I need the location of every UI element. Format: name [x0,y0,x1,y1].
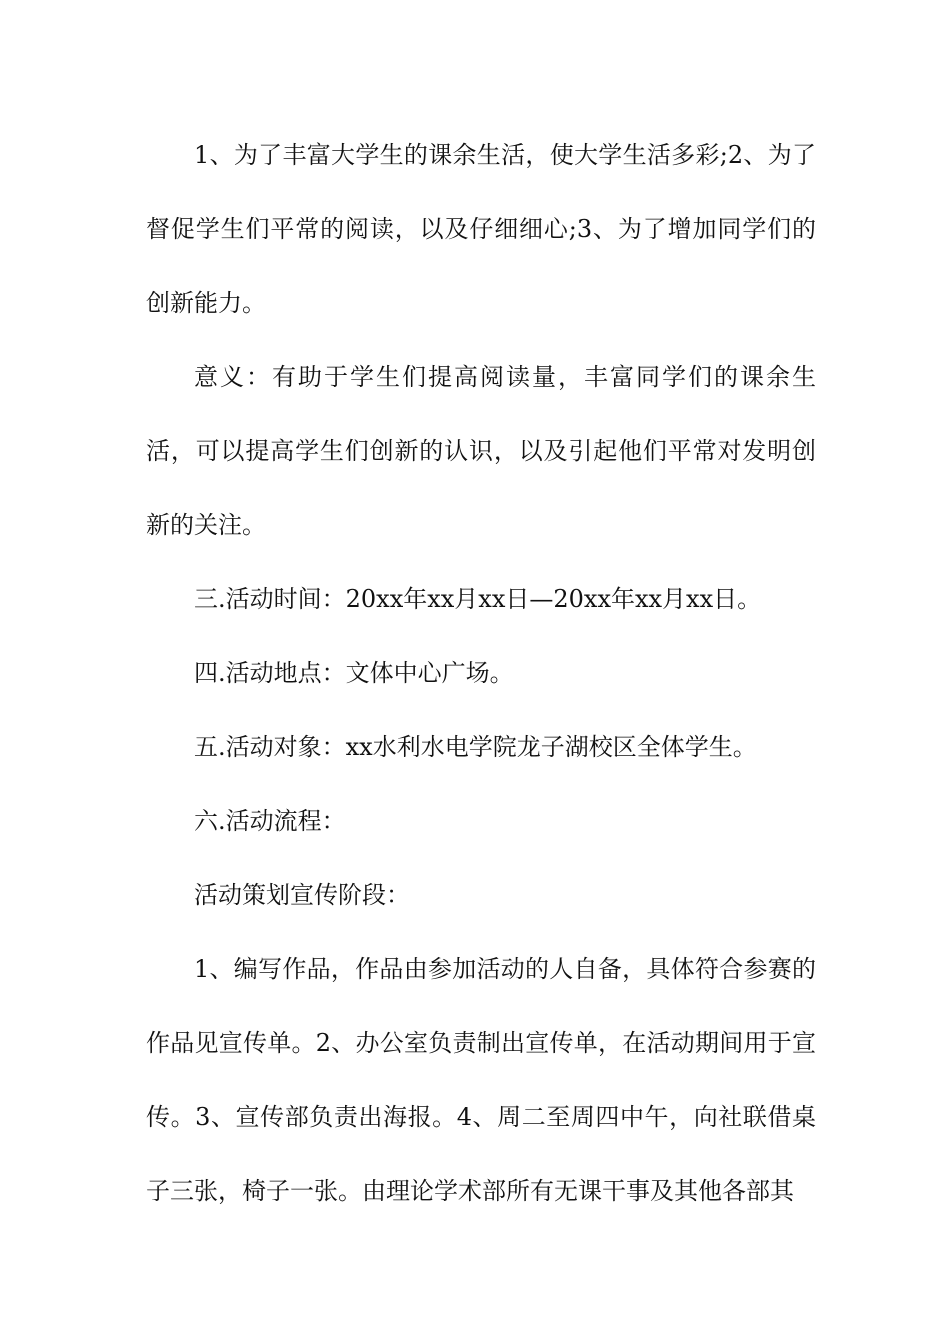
paragraph-planning-stage-heading: 活动策划宣传阶段： [194,881,410,909]
paragraph-activity-location: 四.活动地点：文体中心广场。 [194,659,514,687]
document-body [146,118,816,1228]
paragraph-purpose: 1、为了丰富大学生的课余生活，使大学生活多彩;2、为了督促学生们平常的阅读，以及仔细细心;3、为了增加同学们的创新能力。 [146,141,816,317]
paragraph-planning-stage-details: 1、编写作品，作品由参加活动的人自备，具体符合参赛的作品见宣传单。2、办公室负责制出宣传单，在活动期间用于宣传。3、宣传部负责出海报。4、周二至周四中午，向社联借桌子三张，椅子一张。由理论学术部所有无课干事及其他各部其 [146,955,816,1205]
paragraph-activity-time: 三.活动时间：20xx年xx月xx日—20xx年xx月xx日。 [194,585,762,613]
paragraph-activity-process-heading: 六.活动流程： [194,807,346,835]
paragraph-activity-participants: 五.活动对象：xx水利水电学院龙子湖校区全体学生。 [194,733,757,761]
paragraph-significance: 意义：有助于学生们提高阅读量，丰富同学们的课余生活，可以提高学生们创新的认识，以及引起他们平常对发明创新的关注。 [146,363,816,539]
